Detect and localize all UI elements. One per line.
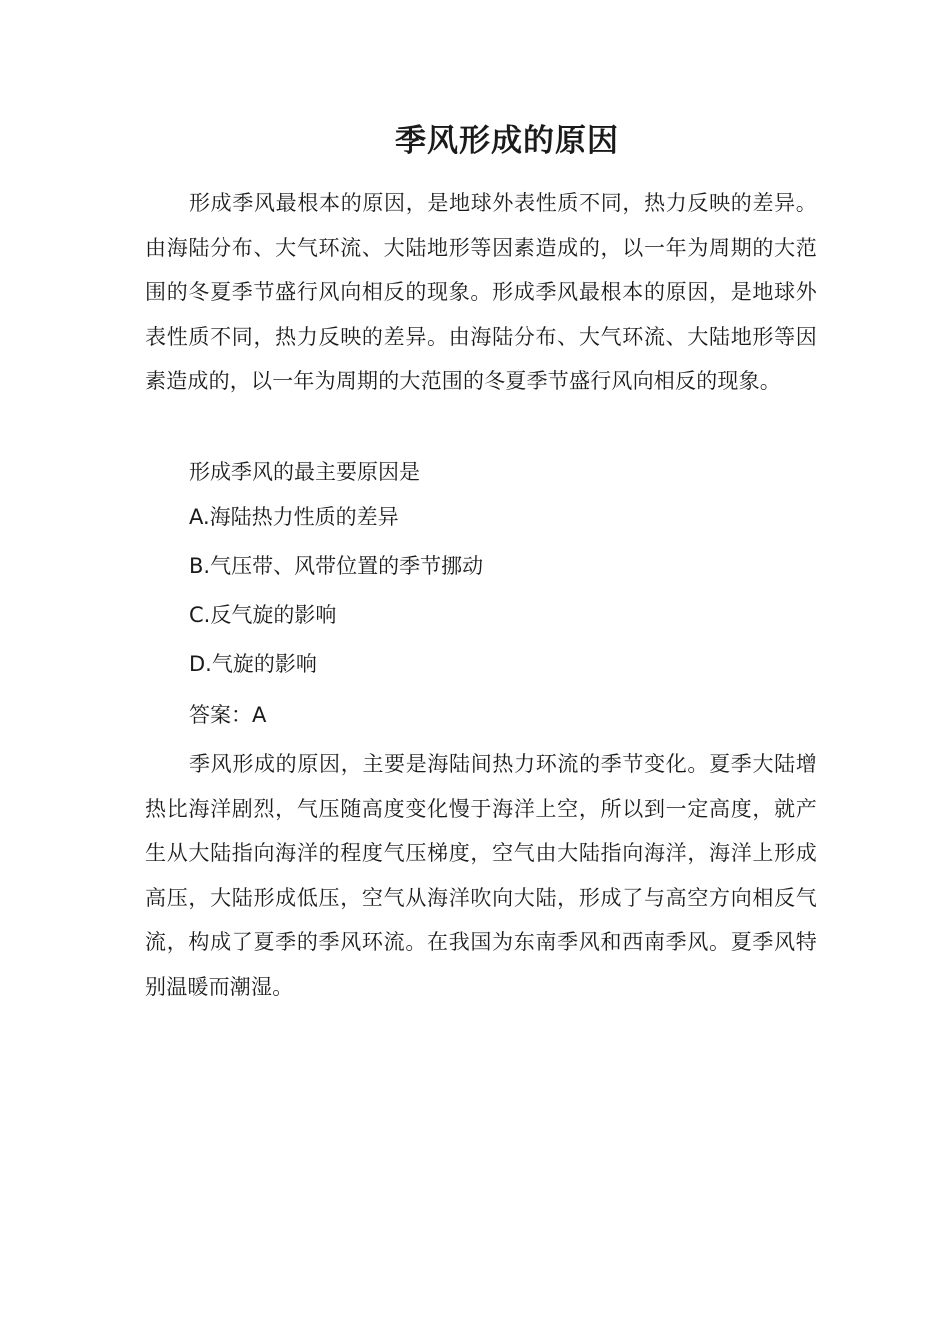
option-d: D.气旋的影响 [189,652,317,676]
question-text: 形成季风的最主要原因是 [189,460,420,484]
option-a: A.海陆热力性质的差异 [189,505,399,529]
option-b: B.气压带、风带位置的季节挪动 [189,554,484,578]
answer-text: 答案：A [189,703,267,727]
paragraph-intro: 形成季风最根本的原因，是地球外表性质不同，热力反映的差异。由海陆分布、大气环流、大陆地形等因素造成的，以一年为周期的大范围的冬夏季节盛行风向相反的现象。形成季风最根本的原因，是地球外表性质不同，热力反映的差异。由海陆分布、大气环流、大陆地形等因素造成的，以一年为周期的大范围的冬夏季节盛行风向相反的现象。 [145,191,817,393]
document-title: 季风形成的原因 [395,123,619,159]
option-c: C.反气旋的影响 [189,603,337,627]
paragraph-explanation: 季风形成的原因，主要是海陆间热力环流的季节变化。夏季大陆增热比海洋剧烈，气压随高度变化慢于海洋上空，所以到一定高度，就产生从大陆指向海洋的程度气压梯度，空气由大陆指向海洋，海洋上形成高压，大陆形成低压，空气从海洋吹向大陆，形成了与高空方向相反气流，构成了夏季的季风环流。在我国为东南季风和西南季风。夏季风特别温暖而潮湿。 [145,752,817,999]
